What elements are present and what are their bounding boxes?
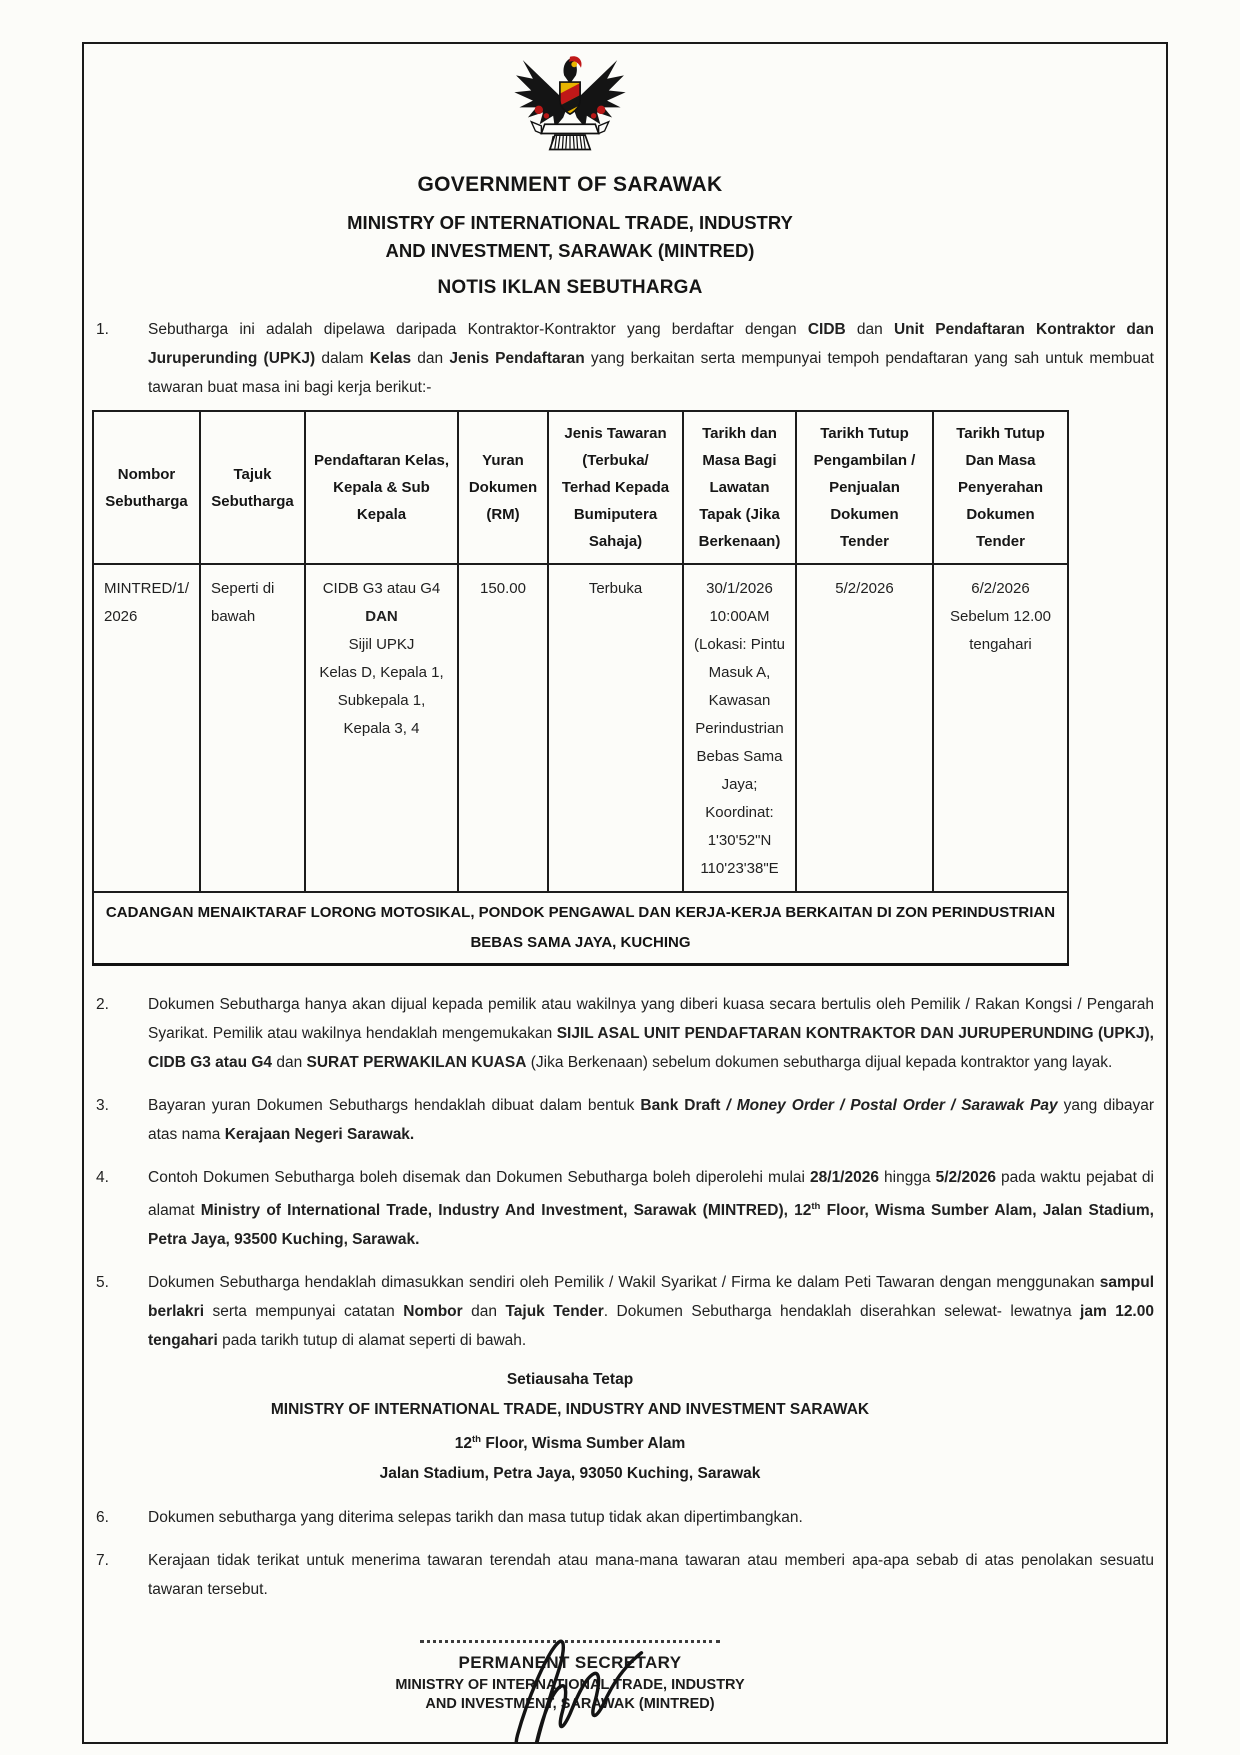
address-line-1: Setiausaha Tetap [506,1371,634,1389]
address-line-3: 12th Floor, Wisma Sumber Alam [454,1434,686,1453]
clause-text: Dokumen Sebutharga hanya akan dijual kepada pemilik atau wakilnya yang diberi kuasa secara bertulis oleh Pemilik / Rakan Kongsi / Pengarah Syarikat. Pemilik atau wakilnya hendaklah mengemukakan SIJIL ASAL UNIT PENDAFTARAN KONTRAKTOR DAN JURUPERUNDING (UPKJ), CIDB G3 atau G4 dan SURAT PERWAKILAN KUASA (Jika Berkenaan) sebelum dokumen sebutharga dijual kepada kontraktor yang layak. [148,996,1154,1071]
ministry-title-line1: MINISTRY OF INTERNATIONAL TRADE, INDUSTRY [347,212,793,233]
column-header-lawatan-tapak: Tarikh dan Masa Bagi Lawatan Tapak (Jika Berkenaan) [683,411,796,564]
cell-tajuk: Seperti di bawah [200,564,305,892]
table-data-row [93,564,1068,892]
clause-7 [90,1546,1156,1604]
clause-2 [90,990,1156,1077]
signature-scribble-icon [455,1628,665,1744]
clause-text: Contoh Dokumen Sebutharga boleh disemak dan Dokumen Sebutharga boleh diperolehi mulai 28/1/2026 hingga 5/2/2026 pada waktu pejabat di alamat Ministry of International Trade, Industry And Investment, Sarawak (MINTRED), 12th Floor, Wisma Sumber Alam, Jalan Stadium, Petra Jaya, 93500 Kuching, Sarawak. [148,1169,1154,1249]
clause-number: 6. [96,1509,109,1527]
clause-5 [90,1268,1156,1355]
clause-6 [90,1503,1156,1532]
cell-tutup-penyerahan: 6/2/2026 Sebelum 12.00 tengahari [933,564,1068,892]
signatory-title: PERMANENT SECRETARY [458,1653,682,1673]
sarawak-crest-icon [90,52,1050,161]
column-header-tutup-penjualan: Tarikh Tutup Pengambilan / Penjualan Dokumen Tender [796,411,933,564]
column-header-tutup-penyerahan: Tarikh Tutup Dan Masa Penyerahan Dokumen Tender [933,411,1068,564]
clause-number: 2. [96,996,109,1013]
clause-text: Dokumen Sebutharga hendaklah dimasukkan sendiri oleh Pemilik / Wakil Syarikat / Firma ke dalam Peti Tawaran dengan menggunakan sampul berlakri serta mempunyai catatan Nombor dan Tajuk Tender. Dokumen Sebutharga hendaklah diserahkan selewat- lewatnya jam 12.00 tengahari pada tarikh tutup di alamat seperti di bawah. [148,1274,1154,1350]
signatory-org-line1: MINISTRY OF INTERNATIONAL TRADE, INDUSTRY [395,1677,745,1694]
clause-1 [90,315,1156,402]
clause-text: Dokumen sebutharga yang diterima selepas tarikh dan masa tutup tidak akan dipertimbangkan. [148,1509,803,1527]
cell-yuran: 150.00 [458,564,548,892]
tender-table [92,410,1069,966]
address-line-4: Jalan Stadium, Petra Jaya, 93050 Kuching, Sarawak [379,1465,761,1483]
clause-number: 7. [96,1552,109,1570]
column-header-jenis-tawaran: Jenis Tawaran (Terbuka/ Terhad Kepada Bumiputera Sahaja) [548,411,683,564]
government-title: GOVERNMENT OF SARAWAK [417,173,723,196]
clause-text: Sebutharga ini adalah dipelawa daripada Kontraktor-Kontraktor yang berdaftar dengan CIDB dan Unit Pendaftaran Kontraktor dan Juruperunding (UPKJ) dalam Kelas dan Jenis Pendaftaran yang berkaitan serta mempunyai tempoh pendaftaran yang sah untuk membuat tawaran buat masa ini bagi kerja berikut:- [148,321,1154,396]
cell-tutup-penjualan: 5/2/2026 [796,564,933,892]
notice-title: NOTIS IKLAN SEBUTHARGA [437,277,703,298]
submission-address-block [90,1365,1050,1489]
clause-text: Kerajaan tidak terikat untuk menerima tawaran terendah atau mana-mana tawaran atau memberi apa-apa sebab di atas penolakan sesuatu tawaran tersebut. [148,1552,1154,1599]
cell-pendaftaran: CIDB G3 atau G4 DAN Sijil UPKJ Kelas D, Kepala 1, Subkepala 1, Kepala 3, 4 [305,564,458,892]
ministry-title [90,209,1050,265]
document-header [90,52,1050,299]
clause-text: Bayaran yuran Dokumen Sebuthargs hendaklah dibuat dalam bentuk Bank Draft / Money Order / Postal Order / Sarawak Pay yang dibayar atas nama Kerajaan Negeri Sarawak. [148,1097,1155,1143]
project-title: CADANGAN MENAIKTARAF LORONG MOTOSIKAL, PONDOK PENGAWAL DAN KERJA-KERJA BERKAITAN DI ZON PERINDUSTRIAN BEBAS SAMA JAYA, KUCHING [93,892,1068,965]
column-header-pendaftaran: Pendaftaran Kelas, Kepala & Sub Kepala [305,411,458,564]
document-border-frame [82,42,1168,1744]
column-header-nombor: Nombor Sebutharga [93,411,200,564]
cell-jenis-tawaran: Terbuka [548,564,683,892]
cell-nombor: MINTRED/1/ 2026 [93,564,200,892]
cell-lawatan-tapak: 30/1/2026 10:00AM (Lokasi: Pintu Masuk A, Kawasan Perindustrian Bebas Sama Jaya; Koordinat: 1'30'52"N 110'23'38"E [683,564,796,892]
signatory-org-line2: AND INVESTMENT, SARAWAK (MINTRED) [425,1696,715,1713]
table-header-row [93,411,1068,564]
clause-number: 3. [96,1097,109,1114]
signature-block-wrap [90,1640,1050,1744]
address-line-2: MINISTRY OF INTERNATIONAL TRADE, INDUSTRY AND INVESTMENT SARAWAK [270,1401,870,1419]
clause-number: 4. [96,1169,109,1186]
clause-4 [90,1163,1156,1254]
clause-number: 5. [96,1274,109,1292]
clause-3 [90,1091,1156,1149]
column-header-yuran: Yuran Dokumen (RM) [458,411,548,564]
signature-block [90,1640,1050,1744]
submission-address [90,1365,1050,1489]
ministry-title-line2: AND INVESTMENT, SARAWAK (MINTRED) [385,240,755,261]
column-header-tajuk: Tajuk Sebutharga [200,411,305,564]
project-title-row [93,892,1068,965]
clause-number: 1. [96,321,109,338]
